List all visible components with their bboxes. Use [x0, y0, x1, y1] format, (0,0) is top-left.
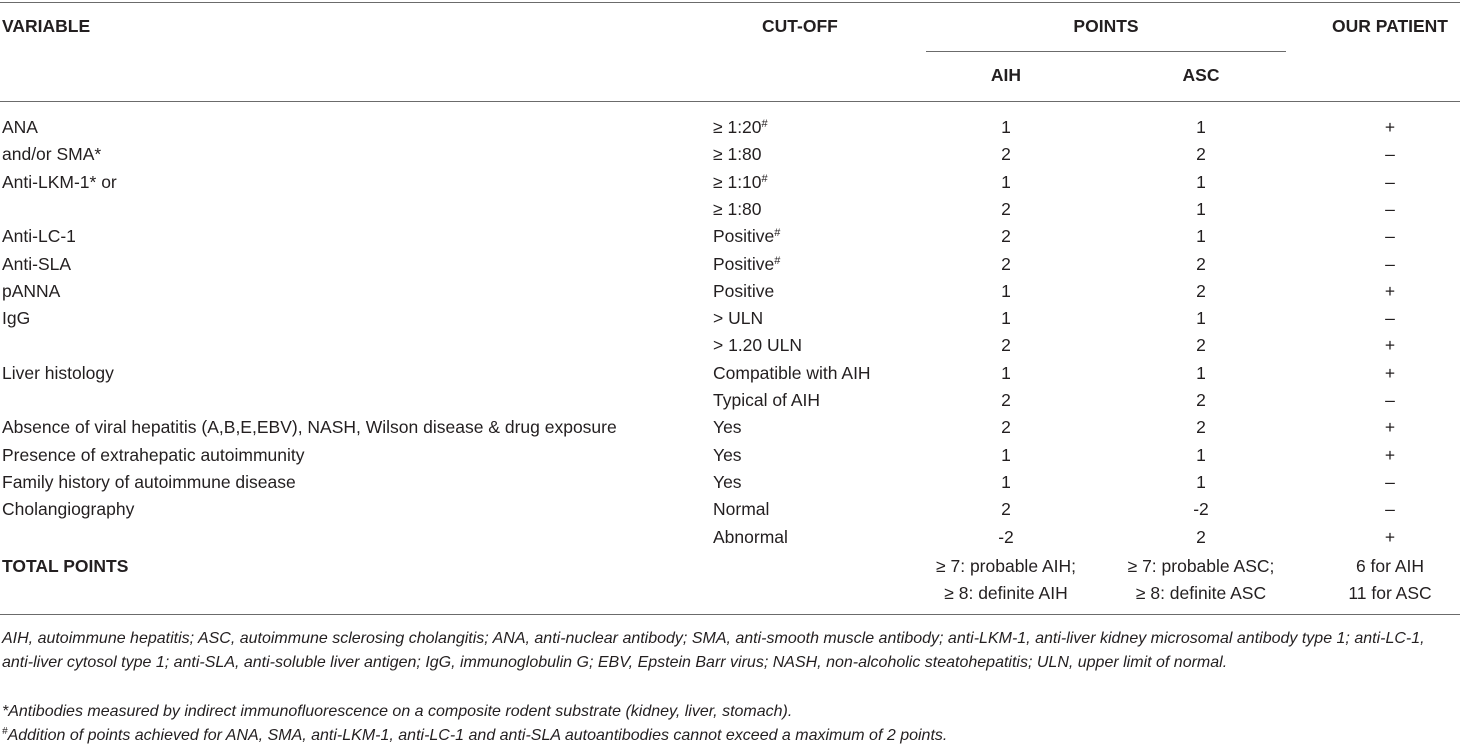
row-cutoff: [713, 225, 780, 247]
row-cutoff-footnote-mark: #: [774, 227, 781, 239]
row-cutoff: [713, 334, 802, 356]
row-asc-points: 2: [1196, 390, 1206, 410]
row-patient-result: –: [1385, 199, 1395, 219]
row-patient-result: –: [1385, 472, 1395, 492]
row-variable: and/or SMA*: [2, 144, 102, 164]
row-asc-points: 2: [1196, 335, 1206, 355]
total-patient-line1: 6 for AIH: [1355, 556, 1425, 576]
row-cutoff: [713, 198, 762, 220]
total-asc-line1: ≥ 7: probable ASC;: [1127, 556, 1275, 576]
header-variable: VARIABLE: [2, 16, 91, 36]
row-cutoff: [713, 471, 742, 493]
row-patient-result: –: [1385, 254, 1395, 274]
row-asc-points: 2: [1196, 527, 1206, 547]
row-patient-result: +: [1384, 417, 1396, 437]
row-aih-points: 2: [1001, 499, 1011, 519]
row-patient-result: +: [1384, 527, 1396, 547]
row-cutoff-value: Positive: [713, 254, 775, 274]
row-patient-result: +: [1384, 281, 1396, 301]
row-cutoff: [713, 280, 774, 302]
row-cutoff-value: > 1.20 ULN: [713, 335, 803, 355]
row-asc-points: 1: [1196, 472, 1206, 492]
row-asc-points: 1: [1196, 199, 1206, 219]
row-variable: Anti-SLA: [2, 254, 72, 274]
row-aih-points: 1: [1001, 281, 1011, 301]
row-cutoff-value: Yes: [713, 417, 742, 437]
row-cutoff: [713, 143, 762, 165]
row-patient-result: –: [1385, 308, 1395, 328]
row-cutoff-value: > ULN: [713, 308, 764, 328]
total-points-label: TOTAL POINTS: [2, 556, 129, 576]
row-aih-points: 1: [1001, 363, 1011, 383]
row-patient-result: –: [1385, 390, 1395, 410]
row-asc-points: 2: [1196, 254, 1206, 274]
header-points: POINTS: [1073, 16, 1139, 36]
row-asc-points: 1: [1196, 117, 1206, 137]
row-cutoff-value: ≥ 1:80: [713, 199, 762, 219]
row-asc-points: 1: [1196, 172, 1206, 192]
row-variable: IgG: [2, 308, 31, 328]
table-bottom-rule: [0, 614, 1460, 615]
row-cutoff-value: ≥ 1:10: [713, 172, 762, 192]
header-asc: ASC: [1182, 65, 1220, 85]
row-aih-points: 1: [1001, 472, 1011, 492]
footnote-abbreviations: AIH, autoimmune hepatitis; ASC, autoimmune sclerosing cholangitis; ANA, anti-nuclear antibody; SMA, anti-smooth muscle antibody; anti-LKM-1, anti-liver kidney microsomal antibody type 1; anti-LC-1, anti-liver cytosol type 1; anti-SLA, anti-soluble liver antigen; IgG, immunoglobulin G; EBV, Epstein Barr virus; NASH, non-alcoholic steatohepatitis; ULN, upper limit of normal.: [2, 630, 1425, 671]
row-cutoff-value: Compatible with AIH: [713, 363, 871, 383]
row-cutoff-value: Normal: [713, 499, 770, 519]
row-aih-points: 2: [1001, 144, 1011, 164]
row-cutoff-footnote-mark: #: [774, 255, 781, 267]
row-aih-points: 2: [1001, 390, 1011, 410]
row-variable: Cholangiography: [2, 499, 135, 519]
header-bottom-rule: [0, 101, 1460, 102]
row-cutoff-value: Yes: [713, 445, 742, 465]
row-cutoff-value: Positive: [713, 281, 775, 301]
row-asc-points: -2: [1193, 499, 1209, 519]
row-cutoff-value: Typical of AIH: [713, 390, 820, 410]
row-variable: Presence of extrahepatic autoimmunity: [2, 445, 305, 465]
row-cutoff-value: Yes: [713, 472, 742, 492]
row-cutoff-value: ≥ 1:80: [713, 144, 762, 164]
row-cutoff: [713, 416, 742, 438]
row-cutoff-footnote-mark: #: [761, 118, 768, 130]
row-cutoff: [713, 526, 788, 548]
row-aih-points: 1: [1001, 172, 1011, 192]
row-patient-result: –: [1385, 499, 1395, 519]
row-aih-points: 1: [1001, 117, 1011, 137]
row-variable: ANA: [2, 117, 38, 137]
row-aih-points: 2: [1001, 335, 1011, 355]
row-cutoff: [713, 389, 820, 411]
points-subheader-rule: [926, 51, 1286, 52]
row-aih-points: 1: [1001, 445, 1011, 465]
row-asc-points: 2: [1196, 144, 1206, 164]
row-aih-points: 1: [1001, 308, 1011, 328]
footnote-hash-mark: #: [2, 726, 8, 737]
row-patient-result: +: [1384, 117, 1396, 137]
row-aih-points: 2: [1001, 199, 1011, 219]
header-our-patient: OUR PATIENT: [1331, 16, 1448, 36]
row-asc-points: 2: [1196, 281, 1206, 301]
footnote-star: *Antibodies measured by indirect immunofluorescence on a composite rodent substrate (kidney, liver, stomach).: [2, 703, 793, 720]
row-cutoff: [713, 116, 768, 138]
row-variable: Absence of viral hepatitis (A,B,E,EBV), NASH, Wilson disease & drug exposure: [2, 417, 617, 437]
row-variable: Anti-LKM-1* or: [2, 172, 117, 192]
row-patient-result: +: [1384, 363, 1396, 383]
top-rule: [0, 2, 1460, 3]
row-cutoff: [713, 307, 763, 329]
row-cutoff: [713, 498, 769, 520]
row-asc-points: 1: [1196, 308, 1206, 328]
header-cutoff: CUT-OFF: [762, 16, 838, 36]
row-cutoff: [713, 444, 742, 466]
row-aih-points: 2: [1001, 254, 1011, 274]
row-cutoff-value: Abnormal: [713, 527, 788, 547]
total-aih-line2: ≥ 8: definite AIH: [944, 583, 1068, 603]
row-variable: Liver histology: [2, 363, 114, 383]
total-patient-line2: 11 for ASC: [1348, 583, 1432, 603]
row-patient-result: +: [1384, 445, 1396, 465]
row-asc-points: 1: [1196, 363, 1206, 383]
row-patient-result: –: [1385, 144, 1395, 164]
row-variable: Family history of autoimmune disease: [2, 472, 296, 492]
footnote-hash-text: Addition of points achieved for ANA, SMA, anti-LKM-1, anti-LC-1 and anti-SLA autoantibodies cannot exceed a maximum of 2 points.: [7, 727, 948, 744]
row-aih-points: 2: [1001, 417, 1011, 437]
total-asc-line2: ≥ 8: definite ASC: [1135, 583, 1267, 603]
row-cutoff: [713, 171, 768, 193]
row-cutoff-value: ≥ 1:20: [713, 117, 762, 137]
row-cutoff-value: Positive: [713, 226, 775, 246]
row-cutoff-footnote-mark: #: [761, 173, 768, 185]
row-aih-points: 2: [1001, 226, 1011, 246]
row-cutoff: [713, 253, 780, 275]
header-aih: AIH: [990, 65, 1022, 85]
row-asc-points: 2: [1196, 417, 1206, 437]
total-aih-line1: ≥ 7: probable AIH;: [936, 556, 1076, 576]
row-patient-result: –: [1385, 172, 1395, 192]
row-asc-points: 1: [1196, 445, 1206, 465]
row-patient-result: +: [1384, 335, 1396, 355]
row-variable: pANNA: [2, 281, 61, 301]
row-cutoff: [713, 362, 871, 384]
footnote-hash: [2, 724, 1458, 748]
row-variable: Anti-LC-1: [2, 226, 76, 246]
row-asc-points: 1: [1196, 226, 1206, 246]
row-patient-result: –: [1385, 226, 1395, 246]
row-aih-points: -2: [998, 527, 1014, 547]
